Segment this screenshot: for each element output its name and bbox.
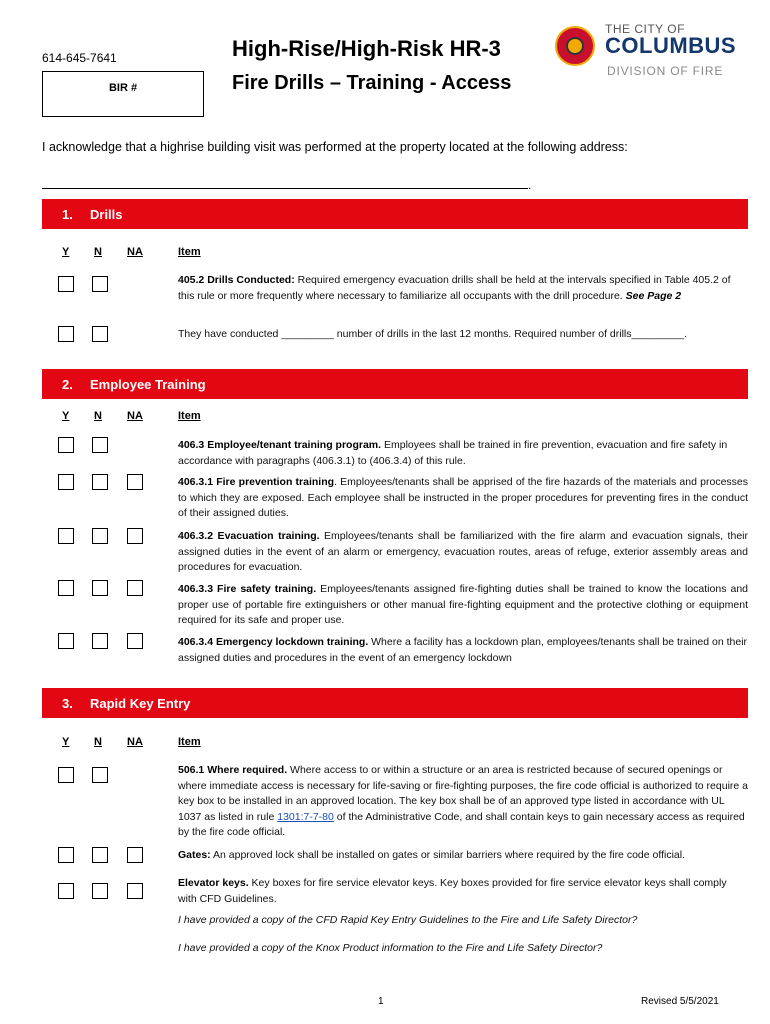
- note-knox-product: I have provided a copy of the Knox Product information to the Fire and Life Safety Director?: [178, 942, 603, 954]
- checkbox-na[interactable]: [127, 528, 143, 544]
- phone-number: 614-645-7641: [42, 51, 117, 65]
- checkbox-no[interactable]: [92, 580, 108, 596]
- rule-link[interactable]: 1301:7-7-80: [277, 810, 334, 823]
- checkbox-no[interactable]: [92, 528, 108, 544]
- col-header-n: N: [94, 410, 102, 422]
- section-title: Rapid Key Entry: [90, 695, 191, 711]
- checkbox-no[interactable]: [92, 474, 108, 490]
- item-drills-conducted: They have conducted _________ number of drills in the last 12 months. Required number of drills_________.: [178, 328, 687, 340]
- col-header-y: Y: [62, 736, 70, 748]
- checkbox-no[interactable]: [92, 883, 108, 899]
- section-number: 1.: [62, 206, 73, 222]
- col-header-item: Item: [178, 410, 201, 422]
- checkbox-no[interactable]: [92, 276, 108, 292]
- address-field[interactable]: [42, 188, 528, 189]
- item-406-3: 406.3 Employee/tenant training program. Employees shall be trained in fire prevention, evacuation and fire safety in accordance with paragraphs (406.3.1) to (406.3.4) of this rule.: [178, 439, 728, 467]
- col-header-n: N: [94, 736, 102, 748]
- section-header-rapid-key-entry: [42, 688, 748, 718]
- bir-number-box[interactable]: [42, 71, 204, 117]
- col-header-na: NA: [127, 246, 143, 258]
- col-header-y: Y: [62, 246, 70, 258]
- item-406-3-4: 406.3.4 Emergency lockdown training. Where a facility has a lockdown plan, employees/tenants shall be trained on their assigned duties and procedures in the event of an emergency lockdown: [178, 636, 748, 664]
- item-gates: Gates: An approved lock shall be installed on gates or similar barriers where required by the fire code official.: [178, 849, 685, 861]
- checkbox-na[interactable]: [127, 633, 143, 649]
- acknowledgement-text: I acknowledge that a highrise building visit was performed at the property located at the following address:: [42, 140, 628, 154]
- form-title: High-Rise/High-Risk HR-3: [232, 36, 501, 61]
- section-header-drills: [42, 199, 748, 229]
- section-number: 3.: [62, 695, 73, 711]
- item-406-3-3: 406.3.3 Fire safety training. Employees/tenants assigned fire-fighting duties shall be trained to know the locations and proper use of portable fire extinguishers or other manual fire-fighting equipment and the protective clothing or equipment required for its safe and proper use.: [178, 583, 748, 626]
- checkbox-no[interactable]: [92, 326, 108, 342]
- checkbox-no[interactable]: [92, 437, 108, 453]
- section-header-employee-training: [42, 369, 748, 399]
- col-header-n: N: [94, 246, 102, 258]
- checkbox-yes[interactable]: [58, 767, 74, 783]
- section-number: 2.: [62, 376, 73, 392]
- item-405-2: 405.2 Drills Conducted: Required emergency evacuation drills shall be held at the intervals specified in Table 405.2 of this rule or more frequently where necessary to familiarize all occupants with the drill procedure. See Page 2: [178, 274, 731, 302]
- checkbox-yes[interactable]: [58, 580, 74, 596]
- col-header-item: Item: [178, 736, 201, 748]
- logo-name-text: COLUMBUS: [605, 33, 737, 58]
- checkbox-na[interactable]: [127, 883, 143, 899]
- city-seal-icon: [555, 26, 595, 66]
- columbus-fire-logo: [555, 22, 755, 82]
- checkbox-yes[interactable]: [58, 883, 74, 899]
- logo-division-text: DIVISION OF FIRE: [607, 64, 724, 78]
- checkbox-na[interactable]: [127, 847, 143, 863]
- revision-date: Revised 5/5/2021: [641, 996, 719, 1007]
- bir-label: BIR #: [108, 82, 138, 94]
- col-header-y: Y: [62, 410, 70, 422]
- checkbox-yes[interactable]: [58, 633, 74, 649]
- item-506-1: 506.1 Where required. Where access to or within a structure or an area is restricted because of secured openings or where immediate access is necessary for life-saving or fire-fighting purposes, the fire code official is authorized to require a key box to be installed in an approved location. The key box shall be of an approved type listed in accordance with UL 1037 as listed in rule 1301:7-7-80 of the Administrative Code, and shall contain keys to gain necessary access as required by the fire code official.: [178, 764, 748, 838]
- checkbox-yes[interactable]: [58, 326, 74, 342]
- logo-city-text: THE CITY OF: [605, 22, 685, 36]
- item-406-3-2: 406.3.2 Evacuation training. Employees/tenants shall be familiarized with the fire alarm and evacuation signals, their assigned duties in the event of an alarm or emergency, evacuation routes, areas of refuge, exterior assembly areas and procedures for evacuation.: [178, 530, 748, 573]
- checkbox-yes[interactable]: [58, 437, 74, 453]
- checkbox-no[interactable]: [92, 633, 108, 649]
- note-cfd-guidelines: I have provided a copy of the CFD Rapid Key Entry Guidelines to the Fire and Life Safety Director?: [178, 914, 638, 926]
- section-title: Drills: [90, 206, 123, 222]
- item-elevator-keys: Elevator keys. Key boxes for fire service elevator keys. Key boxes provided for fire service elevator keys shall comply with CFD Guidelines.: [178, 877, 727, 905]
- checkbox-yes[interactable]: [58, 474, 74, 490]
- checkbox-na[interactable]: [127, 474, 143, 490]
- page-number: 1: [378, 996, 384, 1007]
- col-header-na: NA: [127, 410, 143, 422]
- checkbox-yes[interactable]: [58, 528, 74, 544]
- form-subtitle: Fire Drills – Training - Access: [232, 72, 512, 94]
- col-header-na: NA: [127, 736, 143, 748]
- checkbox-yes[interactable]: [58, 276, 74, 292]
- checkbox-no[interactable]: [92, 767, 108, 783]
- col-header-item: Item: [178, 246, 201, 258]
- checkbox-na[interactable]: [127, 580, 143, 596]
- address-period: .: [528, 178, 532, 192]
- item-406-3-1: 406.3.1 Fire prevention training. Employees/tenants shall be apprised of the fire hazards of the materials and processes to which they are exposed. Each employee shall be instructed in the proper procedures for preventing fires in the conduct of their assigned duties.: [178, 476, 749, 519]
- checkbox-yes[interactable]: [58, 847, 74, 863]
- section-title: Employee Training: [90, 376, 206, 392]
- checkbox-no[interactable]: [92, 847, 108, 863]
